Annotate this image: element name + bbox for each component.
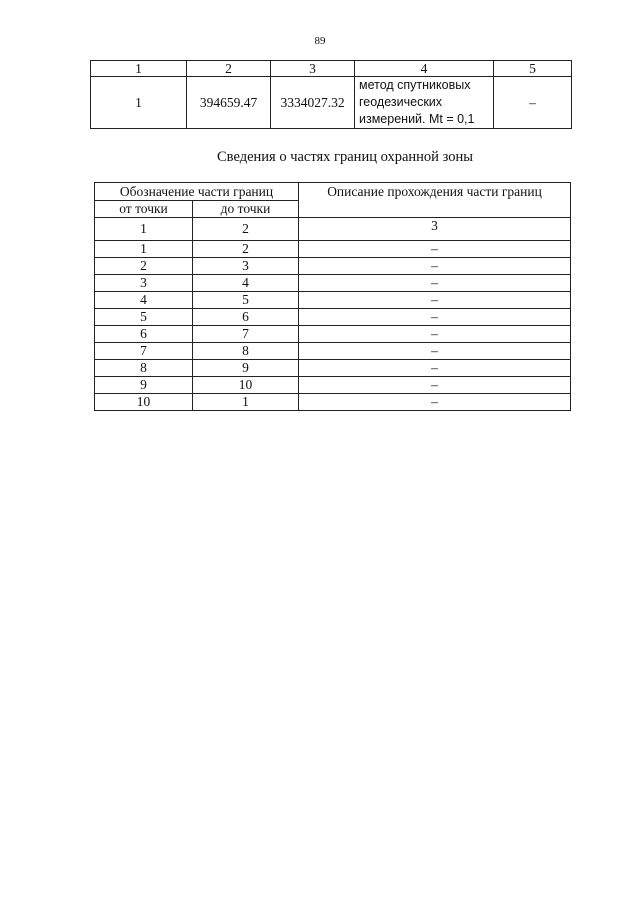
- description-cell: –: [299, 377, 571, 394]
- to-point-cell: 10: [193, 377, 299, 394]
- to-point-cell: 8: [193, 343, 299, 360]
- table-row: [95, 275, 571, 292]
- determination-method: [355, 77, 494, 129]
- table-row: [95, 309, 571, 326]
- designation-header: Обозначение части границ: [95, 183, 299, 201]
- to-point-cell: 9: [193, 360, 299, 377]
- column-number-4: 4: [355, 61, 494, 77]
- from-point-cell: 1: [95, 241, 193, 258]
- from-point-cell: 3: [95, 275, 193, 292]
- from-point-cell: 5: [95, 309, 193, 326]
- method-line: метод спутниковых: [359, 78, 471, 92]
- description-cell: –: [299, 258, 571, 275]
- to-point-header: до точки: [193, 201, 299, 218]
- coordinates-header-row: [91, 61, 572, 77]
- table-row: [95, 377, 571, 394]
- page-number: 89: [314, 35, 326, 47]
- description-header: Описание прохождения части границ: [299, 183, 571, 218]
- description-cell: –: [299, 241, 571, 258]
- table-row: [95, 326, 571, 343]
- to-point-cell: 5: [193, 292, 299, 309]
- to-point-cell: 2: [193, 241, 299, 258]
- table-row: [95, 241, 571, 258]
- coordinates-table: [90, 60, 572, 129]
- table-row: [95, 292, 571, 309]
- from-point-header: от точки: [95, 201, 193, 218]
- point-number: 1: [91, 77, 187, 129]
- column-number-3: 3: [299, 218, 571, 241]
- from-point-cell: 6: [95, 326, 193, 343]
- column-number-1: 1: [91, 61, 187, 77]
- from-point-cell: 8: [95, 360, 193, 377]
- column-number-2: 2: [187, 61, 271, 77]
- description-cell: –: [299, 343, 571, 360]
- description-cell: –: [299, 360, 571, 377]
- boundary-parts-table: [94, 182, 571, 411]
- from-point-cell: 2: [95, 258, 193, 275]
- to-point-cell: 6: [193, 309, 299, 326]
- column-number-3: 3: [271, 61, 355, 77]
- coordinates-row: [91, 77, 572, 129]
- method-line: геодезических: [359, 95, 443, 109]
- description-cell: –: [299, 275, 571, 292]
- table-row: [95, 360, 571, 377]
- column-number-1: 1: [95, 218, 193, 241]
- parts-header-row: [95, 183, 571, 201]
- description-cell: –: [299, 326, 571, 343]
- parts-rows: [95, 241, 571, 411]
- column-number-2: 2: [193, 218, 299, 241]
- from-point-cell: 7: [95, 343, 193, 360]
- table-row: [95, 343, 571, 360]
- from-point-cell: 10: [95, 394, 193, 411]
- column-numbers-row: [95, 218, 571, 241]
- to-point-cell: 7: [193, 326, 299, 343]
- from-point-cell: 9: [95, 377, 193, 394]
- to-point-cell: 1: [193, 394, 299, 411]
- y-coordinate: 3334027.32: [271, 77, 355, 129]
- table-row: [95, 394, 571, 411]
- column-number-5: 5: [494, 61, 572, 77]
- to-point-cell: 4: [193, 275, 299, 292]
- section-title: Сведения о частях границ охранной зоны: [217, 149, 473, 165]
- to-point-cell: 3: [193, 258, 299, 275]
- column-5-value: –: [494, 77, 572, 129]
- from-point-cell: 4: [95, 292, 193, 309]
- description-cell: –: [299, 394, 571, 411]
- method-line: измерений. Mt = 0,1: [359, 112, 475, 126]
- table-row: [95, 258, 571, 275]
- description-cell: –: [299, 292, 571, 309]
- x-coordinate: 394659.47: [187, 77, 271, 129]
- description-cell: –: [299, 309, 571, 326]
